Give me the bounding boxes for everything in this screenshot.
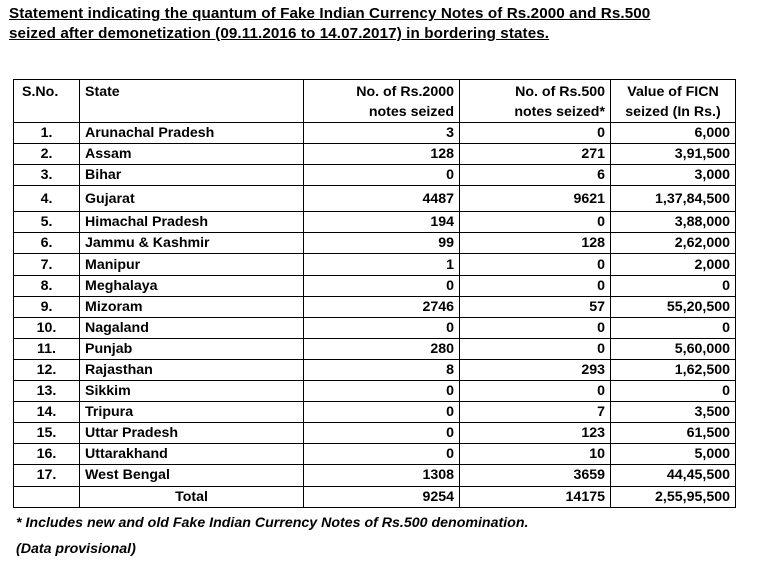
- cell-ficn-value: 2,000: [611, 254, 736, 275]
- header-rs500-notes: [460, 80, 611, 123]
- header-ficn-value: [611, 80, 736, 123]
- cell-ficn-value: 5,60,000: [611, 338, 736, 359]
- cell-ficn-value: 1,37,84,500: [611, 186, 736, 212]
- cell-state: Tripura: [80, 402, 304, 423]
- title-line-2: seized after demonetization (09.11.2016 to 14.07.2017) in bordering states.: [9, 25, 550, 42]
- table-row: [14, 444, 736, 465]
- cell-rs500-count: 9621: [460, 186, 611, 212]
- table-total-row: [14, 486, 736, 507]
- cell-total-value: 2,55,95,500: [611, 486, 736, 507]
- cell-ficn-value: 44,45,500: [611, 465, 736, 486]
- cell-rs2000-count: 0: [304, 444, 460, 465]
- cell-total-rs2000: 9254: [304, 486, 460, 507]
- table-row: [14, 123, 736, 144]
- cell-rs2000-count: 8: [304, 359, 460, 380]
- cell-rs2000-count: 194: [304, 212, 460, 233]
- cell-sno: 5.: [14, 212, 80, 233]
- cell-ficn-value: 2,62,000: [611, 233, 736, 254]
- cell-rs500-count: 0: [460, 254, 611, 275]
- cell-state: Nagaland: [80, 317, 304, 338]
- header-rs500-line1: No. of Rs.500: [515, 84, 605, 100]
- cell-sno: 17.: [14, 465, 80, 486]
- cell-state: West Bengal: [80, 465, 304, 486]
- table-header-row: [14, 80, 736, 123]
- cell-sno: 4.: [14, 186, 80, 212]
- header-rs2000-line1: No. of Rs.2000: [356, 84, 454, 100]
- cell-rs500-count: 7: [460, 402, 611, 423]
- table-row: [14, 423, 736, 444]
- cell-state: Jammu & Kashmir: [80, 233, 304, 254]
- cell-sno: 9.: [14, 296, 80, 317]
- cell-ficn-value: 3,91,500: [611, 144, 736, 165]
- cell-sno: 1.: [14, 123, 80, 144]
- cell-rs2000-count: 0: [304, 381, 460, 402]
- cell-rs500-count: 0: [460, 212, 611, 233]
- cell-sno: 2.: [14, 144, 80, 165]
- cell-sno: 12.: [14, 359, 80, 380]
- cell-rs2000-count: 2746: [304, 296, 460, 317]
- cell-state: Punjab: [80, 338, 304, 359]
- cell-rs500-count: 0: [460, 338, 611, 359]
- cell-rs500-count: 0: [460, 317, 611, 338]
- cell-rs500-count: 128: [460, 233, 611, 254]
- cell-rs2000-count: 280: [304, 338, 460, 359]
- cell-state: Sikkim: [80, 381, 304, 402]
- cell-ficn-value: 0: [611, 275, 736, 296]
- table-row: [14, 359, 736, 380]
- cell-rs500-count: 293: [460, 359, 611, 380]
- cell-state: Manipur: [80, 254, 304, 275]
- cell-rs2000-count: 3: [304, 123, 460, 144]
- table-row: [14, 338, 736, 359]
- table-body: [14, 80, 736, 508]
- table-row: [14, 144, 736, 165]
- cell-rs500-count: 0: [460, 275, 611, 296]
- cell-state: Meghalaya: [80, 275, 304, 296]
- cell-ficn-value: 0: [611, 317, 736, 338]
- cell-state: Himachal Pradesh: [80, 212, 304, 233]
- cell-rs2000-count: 0: [304, 165, 460, 186]
- cell-rs500-count: 3659: [460, 465, 611, 486]
- cell-state: Mizoram: [80, 296, 304, 317]
- cell-rs2000-count: 99: [304, 233, 460, 254]
- table-row: [14, 381, 736, 402]
- table-row: [14, 165, 736, 186]
- cell-rs500-count: 10: [460, 444, 611, 465]
- cell-sno: 3.: [14, 165, 80, 186]
- header-value-line2: seized (In Rs.): [625, 104, 721, 120]
- cell-total-rs500: 14175: [460, 486, 611, 507]
- cell-sno: 6.: [14, 233, 80, 254]
- cell-ficn-value: 0: [611, 381, 736, 402]
- cell-rs500-count: 57: [460, 296, 611, 317]
- cell-total-label: Total: [80, 486, 304, 507]
- table-row: [14, 317, 736, 338]
- cell-rs500-count: 0: [460, 381, 611, 402]
- cell-sno: 16.: [14, 444, 80, 465]
- table-row: [14, 254, 736, 275]
- cell-ficn-value: 55,20,500: [611, 296, 736, 317]
- cell-rs500-count: 271: [460, 144, 611, 165]
- cell-rs500-count: 6: [460, 165, 611, 186]
- cell-ficn-value: 6,000: [611, 123, 736, 144]
- footnote: * Includes new and old Fake Indian Currency Notes of Rs.500 denomination.: [16, 515, 529, 531]
- cell-sno: 13.: [14, 381, 80, 402]
- cell-rs2000-count: 128: [304, 144, 460, 165]
- cell-ficn-value: 1,62,500: [611, 359, 736, 380]
- cell-sno: 15.: [14, 423, 80, 444]
- cell-ficn-value: 3,88,000: [611, 212, 736, 233]
- cell-sno: 7.: [14, 254, 80, 275]
- cell-rs500-count: 123: [460, 423, 611, 444]
- cell-state: Rajasthan: [80, 359, 304, 380]
- header-value-line1: Value of FICN: [627, 84, 719, 100]
- provisional-note: (Data provisional): [16, 541, 136, 557]
- table-row: [14, 212, 736, 233]
- table-row: [14, 296, 736, 317]
- cell-state: Arunachal Pradesh: [80, 123, 304, 144]
- table-row: [14, 233, 736, 254]
- cell-state: Uttarakhand: [80, 444, 304, 465]
- table-row: [14, 186, 736, 212]
- cell-ficn-value: 61,500: [611, 423, 736, 444]
- table-row: [14, 465, 736, 486]
- header-state: State: [80, 80, 304, 123]
- document-title: [9, 4, 754, 44]
- cell-rs2000-count: 0: [304, 423, 460, 444]
- table-row: [14, 402, 736, 423]
- header-rs2000-notes: [304, 80, 460, 123]
- header-rs2000-line2: notes seized: [368, 104, 454, 120]
- cell-ficn-value: 5,000: [611, 444, 736, 465]
- header-sno: S.No.: [14, 80, 80, 123]
- cell-rs2000-count: 1308: [304, 465, 460, 486]
- ficn-table: [13, 79, 736, 508]
- cell-ficn-value: 3,000: [611, 165, 736, 186]
- cell-rs2000-count: 1: [304, 254, 460, 275]
- cell-sno: 11.: [14, 338, 80, 359]
- cell-ficn-value: 3,500: [611, 402, 736, 423]
- cell-rs2000-count: 0: [304, 317, 460, 338]
- cell-sno: 8.: [14, 275, 80, 296]
- cell-state: Gujarat: [80, 186, 304, 212]
- cell-state: Uttar Pradesh: [80, 423, 304, 444]
- cell-rs2000-count: 0: [304, 402, 460, 423]
- cell-state: Assam: [80, 144, 304, 165]
- title-line-1: Statement indicating the quantum of Fake Indian Currency Notes of Rs.2000 and Rs.500: [9, 5, 651, 22]
- cell-total-sno: [14, 486, 80, 507]
- cell-rs2000-count: 0: [304, 275, 460, 296]
- cell-state: Bihar: [80, 165, 304, 186]
- header-rs500-line2: notes seized*: [514, 104, 605, 120]
- cell-rs2000-count: 4487: [304, 186, 460, 212]
- cell-sno: 10.: [14, 317, 80, 338]
- cell-rs500-count: 0: [460, 123, 611, 144]
- cell-sno: 14.: [14, 402, 80, 423]
- table-row: [14, 275, 736, 296]
